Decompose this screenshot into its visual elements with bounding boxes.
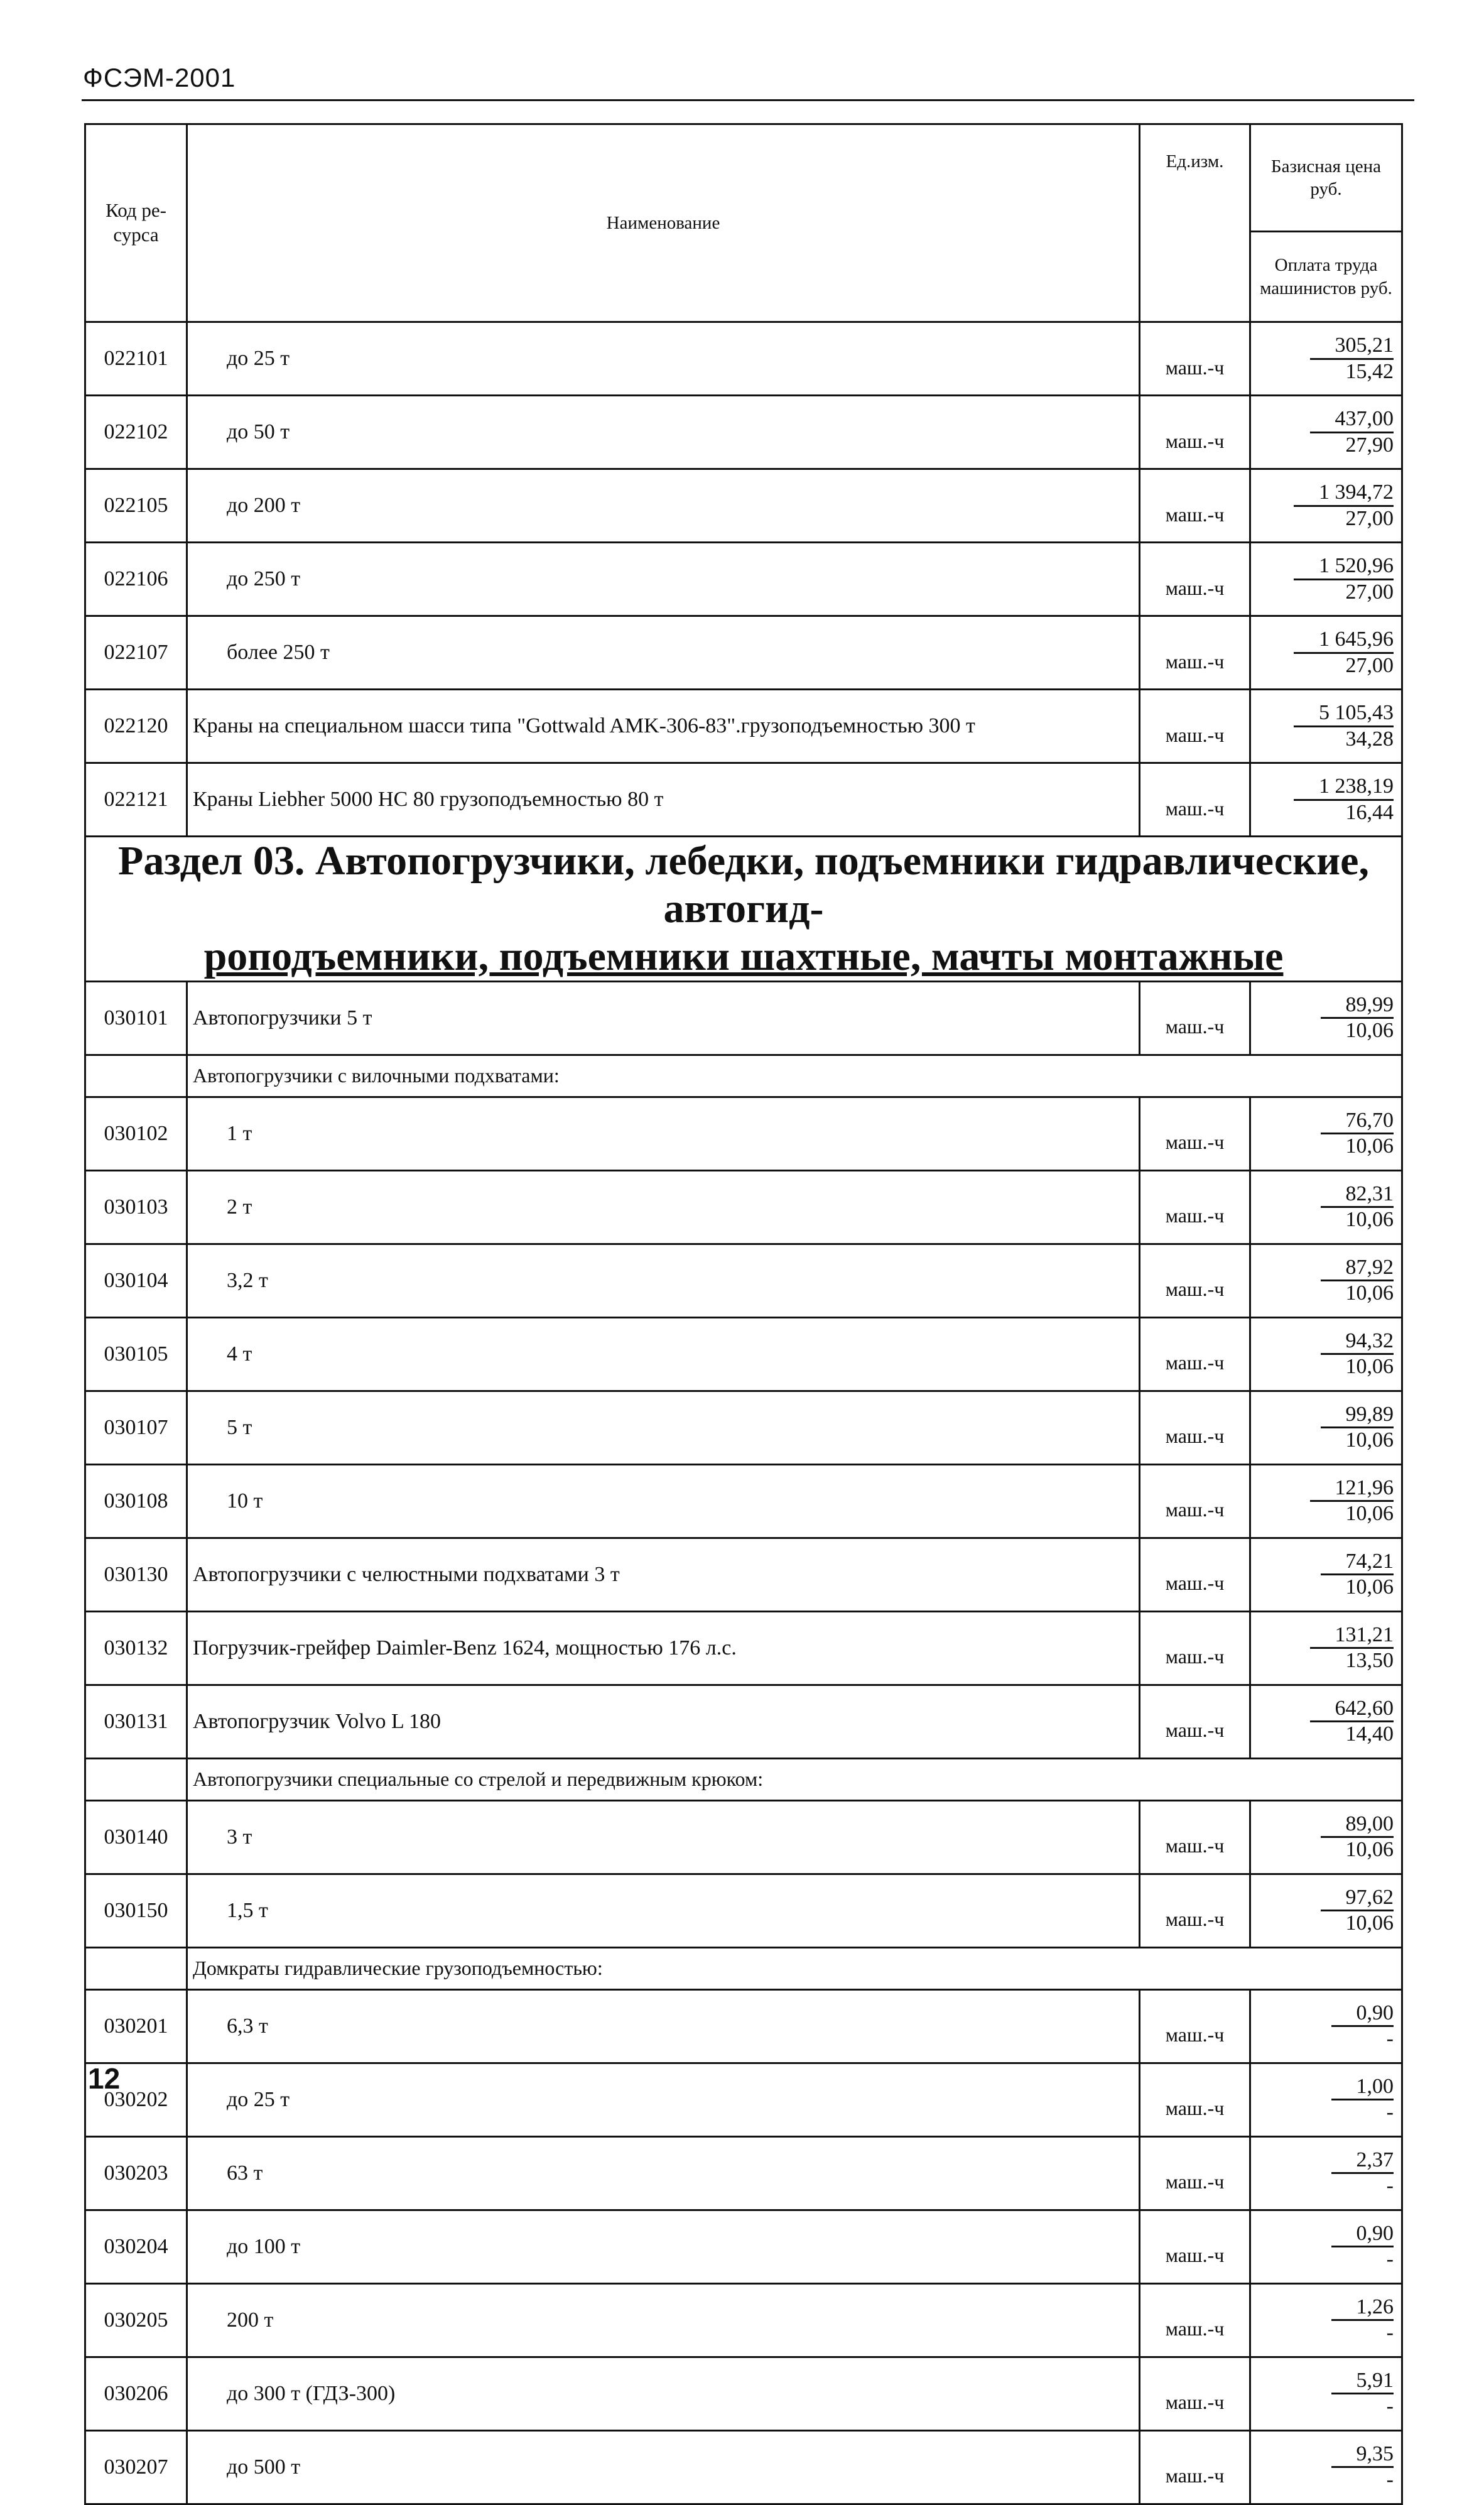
resource-name: до 50 т [187, 396, 1140, 469]
table-header-row [85, 124, 1402, 232]
table-row [85, 396, 1402, 469]
resource-name: 2 т [187, 1170, 1140, 1244]
resource-code: 022102 [85, 396, 187, 469]
table-row [85, 616, 1402, 690]
base-price: 2,37 [1331, 2148, 1394, 2174]
base-price: 1 238,19 [1294, 774, 1394, 800]
base-price: 5 105,43 [1294, 701, 1394, 727]
subheading-code-cell [85, 1758, 187, 1800]
table-row [85, 763, 1402, 837]
resource-code: 030140 [85, 1800, 187, 1874]
column-header-name: Наименование [187, 124, 1140, 322]
base-price: 1 645,96 [1294, 628, 1394, 653]
group-subheading: Автопогрузчики с вилочными подхватами: [187, 1055, 1402, 1097]
group-subheading-row [85, 1758, 1402, 1800]
table-row [85, 469, 1402, 543]
resource-code: 030103 [85, 1170, 187, 1244]
resource-code: 030150 [85, 1874, 187, 1947]
operator-wage: 34,28 [1345, 727, 1394, 751]
table-row [85, 1874, 1402, 1947]
resource-code: 022121 [85, 763, 187, 837]
base-price: 5,91 [1331, 2369, 1394, 2394]
operator-wage: - [1386, 2394, 1394, 2418]
unit-of-measure: маш.-ч [1140, 763, 1250, 837]
base-price: 89,99 [1321, 993, 1394, 1019]
price-cell [1250, 322, 1402, 396]
unit-of-measure: маш.-ч [1140, 1391, 1250, 1464]
resource-code: 030202 [85, 2063, 187, 2136]
base-price: 76,70 [1321, 1109, 1394, 1134]
unit-of-measure: маш.-ч [1140, 1538, 1250, 1611]
resource-name: Краны на специальном шасси типа "Gottwald AMK-306-83".грузоподъемностью 300 т [187, 690, 1140, 763]
base-price: 305,21 [1310, 334, 1394, 359]
resource-code: 030108 [85, 1464, 187, 1538]
table-row [85, 1611, 1402, 1685]
operator-wage: 10,06 [1345, 1575, 1394, 1599]
resource-name: до 25 т [187, 2063, 1140, 2136]
price-cell [1250, 1097, 1402, 1170]
operator-wage: 10,06 [1345, 1208, 1394, 1232]
price-cell [1250, 1244, 1402, 1317]
base-price: 437,00 [1310, 407, 1394, 433]
resource-name: Краны Liebher 5000 HC 80 грузоподъемностью 80 т [187, 763, 1140, 837]
resource-name: до 200 т [187, 469, 1140, 543]
base-price: 89,00 [1321, 1812, 1394, 1838]
operator-wage: 27,00 [1345, 506, 1394, 530]
unit-of-measure: маш.-ч [1140, 1244, 1250, 1317]
resource-name: до 300 т (ГДЗ-300) [187, 2357, 1140, 2430]
base-price: 82,31 [1321, 1182, 1394, 1208]
table-row [85, 2430, 1402, 2504]
resource-code: 030203 [85, 2136, 187, 2210]
unit-of-measure: маш.-ч [1140, 1611, 1250, 1685]
subheading-code-cell [85, 1055, 187, 1097]
price-cell [1250, 616, 1402, 690]
price-cell [1250, 1391, 1402, 1464]
resource-name: 5 т [187, 1391, 1140, 1464]
table-row [85, 2357, 1402, 2430]
resource-name: 1,5 т [187, 1874, 1140, 1947]
base-price: 642,60 [1310, 1697, 1394, 1722]
resource-name: 6,3 т [187, 1989, 1140, 2063]
unit-of-measure: маш.-ч [1140, 396, 1250, 469]
unit-of-measure: маш.-ч [1140, 469, 1250, 543]
resource-code: 030107 [85, 1391, 187, 1464]
table-row [85, 1391, 1402, 1464]
table-row [85, 1464, 1402, 1538]
section-title-line-2: роподъемники, подъемники шахтные, мачты монтажные [203, 933, 1284, 979]
table-row [85, 322, 1402, 396]
base-price: 99,89 [1321, 1403, 1394, 1428]
base-price: 0,90 [1331, 2222, 1394, 2247]
table-row [85, 2136, 1402, 2210]
resource-code: 030104 [85, 1244, 187, 1317]
price-cell [1250, 1170, 1402, 1244]
group-subheading: Автопогрузчики специальные со стрелой и передвижным крюком: [187, 1758, 1402, 1800]
price-cell [1250, 2136, 1402, 2210]
resource-name: 3 т [187, 1800, 1140, 1874]
operator-wage: 15,42 [1345, 359, 1394, 383]
resource-code: 022120 [85, 690, 187, 763]
resource-code: 030102 [85, 1097, 187, 1170]
unit-of-measure: маш.-ч [1140, 2136, 1250, 2210]
price-cell [1250, 1464, 1402, 1538]
operator-wage: 10,06 [1345, 1428, 1394, 1452]
operator-wage: 10,06 [1345, 1355, 1394, 1379]
price-cell [1250, 1989, 1402, 2063]
unit-of-measure: маш.-ч [1140, 1170, 1250, 1244]
price-cell [1250, 1874, 1402, 1947]
resource-name: до 250 т [187, 543, 1140, 616]
base-price: 9,35 [1331, 2442, 1394, 2468]
unit-of-measure: маш.-ч [1140, 1685, 1250, 1758]
unit-of-measure: маш.-ч [1140, 1989, 1250, 2063]
table-row [85, 1989, 1402, 2063]
resource-code: 030201 [85, 1989, 187, 2063]
unit-of-measure: маш.-ч [1140, 981, 1250, 1055]
operator-wage: 10,06 [1345, 1502, 1394, 1526]
unit-of-measure: маш.-ч [1140, 2210, 1250, 2283]
resource-name: 10 т [187, 1464, 1140, 1538]
resource-name: Автопогрузчик Volvo L 180 [187, 1685, 1140, 1758]
operator-wage: 10,06 [1345, 1134, 1394, 1158]
operator-wage: - [1386, 2468, 1394, 2492]
section-heading-row [85, 837, 1402, 982]
table-row [85, 1170, 1402, 1244]
price-cell [1250, 2430, 1402, 2504]
price-cell [1250, 396, 1402, 469]
header-rule [82, 99, 1414, 101]
price-table [84, 123, 1403, 2505]
resource-code: 030205 [85, 2283, 187, 2357]
operator-wage: 27,00 [1345, 580, 1394, 604]
resource-code: 030207 [85, 2430, 187, 2504]
unit-of-measure: маш.-ч [1140, 616, 1250, 690]
operator-wage: 13,50 [1345, 1649, 1394, 1673]
column-header-labor: Оплата труда машинистов руб. [1250, 232, 1402, 322]
price-cell [1250, 2283, 1402, 2357]
price-cell [1250, 690, 1402, 763]
resource-name: 200 т [187, 2283, 1140, 2357]
base-price: 87,92 [1321, 1256, 1394, 1281]
unit-of-measure: маш.-ч [1140, 2283, 1250, 2357]
group-subheading: Домкраты гидравлические грузоподъемностью: [187, 1947, 1402, 1989]
resource-code: 022101 [85, 322, 187, 396]
operator-wage: 27,90 [1345, 433, 1394, 457]
operator-wage: 16,44 [1345, 800, 1394, 824]
unit-of-measure: маш.-ч [1140, 2430, 1250, 2504]
table-row [85, 543, 1402, 616]
price-cell [1250, 1800, 1402, 1874]
price-cell [1250, 1611, 1402, 1685]
column-header-code: Код ре- сурса [85, 124, 187, 322]
operator-wage: - [1386, 2321, 1394, 2345]
section-heading [85, 837, 1402, 982]
resource-name: 63 т [187, 2136, 1140, 2210]
operator-wage: 27,00 [1345, 653, 1394, 677]
price-cell [1250, 2063, 1402, 2136]
resource-name: 1 т [187, 1097, 1140, 1170]
table-row [85, 1097, 1402, 1170]
operator-wage: 14,40 [1345, 1722, 1394, 1746]
base-price: 1,26 [1331, 2295, 1394, 2321]
unit-of-measure: маш.-ч [1140, 690, 1250, 763]
resource-code: 022105 [85, 469, 187, 543]
subheading-code-cell [85, 1947, 187, 1989]
resource-name: до 500 т [187, 2430, 1140, 2504]
price-cell [1250, 1538, 1402, 1611]
price-cell [1250, 543, 1402, 616]
document-header-title: ФСЭМ-2001 [83, 63, 236, 92]
operator-wage: - [1386, 2100, 1394, 2124]
price-cell [1250, 2210, 1402, 2283]
price-cell [1250, 763, 1402, 837]
base-price: 94,32 [1321, 1329, 1394, 1355]
unit-of-measure: маш.-ч [1140, 1464, 1250, 1538]
base-price: 131,21 [1310, 1623, 1394, 1649]
price-cell [1250, 981, 1402, 1055]
column-header-unit: Ед.изм. [1140, 124, 1250, 322]
operator-wage: 10,06 [1345, 1281, 1394, 1305]
unit-of-measure: маш.-ч [1140, 1317, 1250, 1391]
table-row [85, 2283, 1402, 2357]
operator-wage: - [1386, 2174, 1394, 2198]
resource-name: Автопогрузчики с челюстными подхватами 3 т [187, 1538, 1140, 1611]
operator-wage: - [1386, 2027, 1394, 2051]
table-row [85, 690, 1402, 763]
table-row [85, 2210, 1402, 2283]
base-price: 97,62 [1321, 1886, 1394, 1911]
resource-code: 022106 [85, 543, 187, 616]
table-row [85, 1800, 1402, 1874]
resource-name: более 250 т [187, 616, 1140, 690]
page-number: 12 [88, 2062, 121, 2095]
unit-of-measure: маш.-ч [1140, 322, 1250, 396]
resource-code: 022107 [85, 616, 187, 690]
price-cell [1250, 2357, 1402, 2430]
table-row [85, 1244, 1402, 1317]
group-subheading-row [85, 1947, 1402, 1989]
resource-name: 3,2 т [187, 1244, 1140, 1317]
table-row [85, 2063, 1402, 2136]
base-price: 1,00 [1331, 2075, 1394, 2100]
operator-wage: - [1386, 2247, 1394, 2271]
table-row [85, 981, 1402, 1055]
resource-code: 030130 [85, 1538, 187, 1611]
resource-name: до 25 т [187, 322, 1140, 396]
group-subheading-row [85, 1055, 1402, 1097]
resource-code: 030132 [85, 1611, 187, 1685]
unit-of-measure: маш.-ч [1140, 1097, 1250, 1170]
table-row [85, 1538, 1402, 1611]
base-price: 74,21 [1321, 1550, 1394, 1575]
resource-code: 030131 [85, 1685, 187, 1758]
operator-wage: 10,06 [1345, 1838, 1394, 1862]
price-cell [1250, 469, 1402, 543]
resource-code: 030206 [85, 2357, 187, 2430]
resource-code: 030105 [85, 1317, 187, 1391]
price-cell [1250, 1317, 1402, 1391]
resource-name: Автопогрузчики 5 т [187, 981, 1140, 1055]
resource-code: 030101 [85, 981, 187, 1055]
resource-name: до 100 т [187, 2210, 1140, 2283]
table-row [85, 1685, 1402, 1758]
table-row [85, 1317, 1402, 1391]
resource-name: 4 т [187, 1317, 1140, 1391]
column-header-price: Базисная цена руб. [1250, 124, 1402, 232]
unit-of-measure: маш.-ч [1140, 2063, 1250, 2136]
base-price: 1 394,72 [1294, 481, 1394, 506]
base-price: 0,90 [1331, 2001, 1394, 2027]
base-price: 1 520,96 [1294, 554, 1394, 580]
price-table-frame [84, 123, 1401, 2505]
price-cell [1250, 1685, 1402, 1758]
unit-of-measure: маш.-ч [1140, 1800, 1250, 1874]
resource-name: Погрузчик-грейфер Daimler-Benz 1624, мощностью 176 л.с. [187, 1611, 1140, 1685]
section-title-line-1: Раздел 03. Автопогрузчики, лебедки, подъемники гидравлические, автогид- [118, 838, 1369, 932]
unit-of-measure: маш.-ч [1140, 543, 1250, 616]
unit-of-measure: маш.-ч [1140, 1874, 1250, 1947]
resource-code: 030204 [85, 2210, 187, 2283]
unit-of-measure: маш.-ч [1140, 2357, 1250, 2430]
operator-wage: 10,06 [1345, 1911, 1394, 1935]
base-price: 121,96 [1310, 1476, 1394, 1502]
operator-wage: 10,06 [1345, 1019, 1394, 1043]
